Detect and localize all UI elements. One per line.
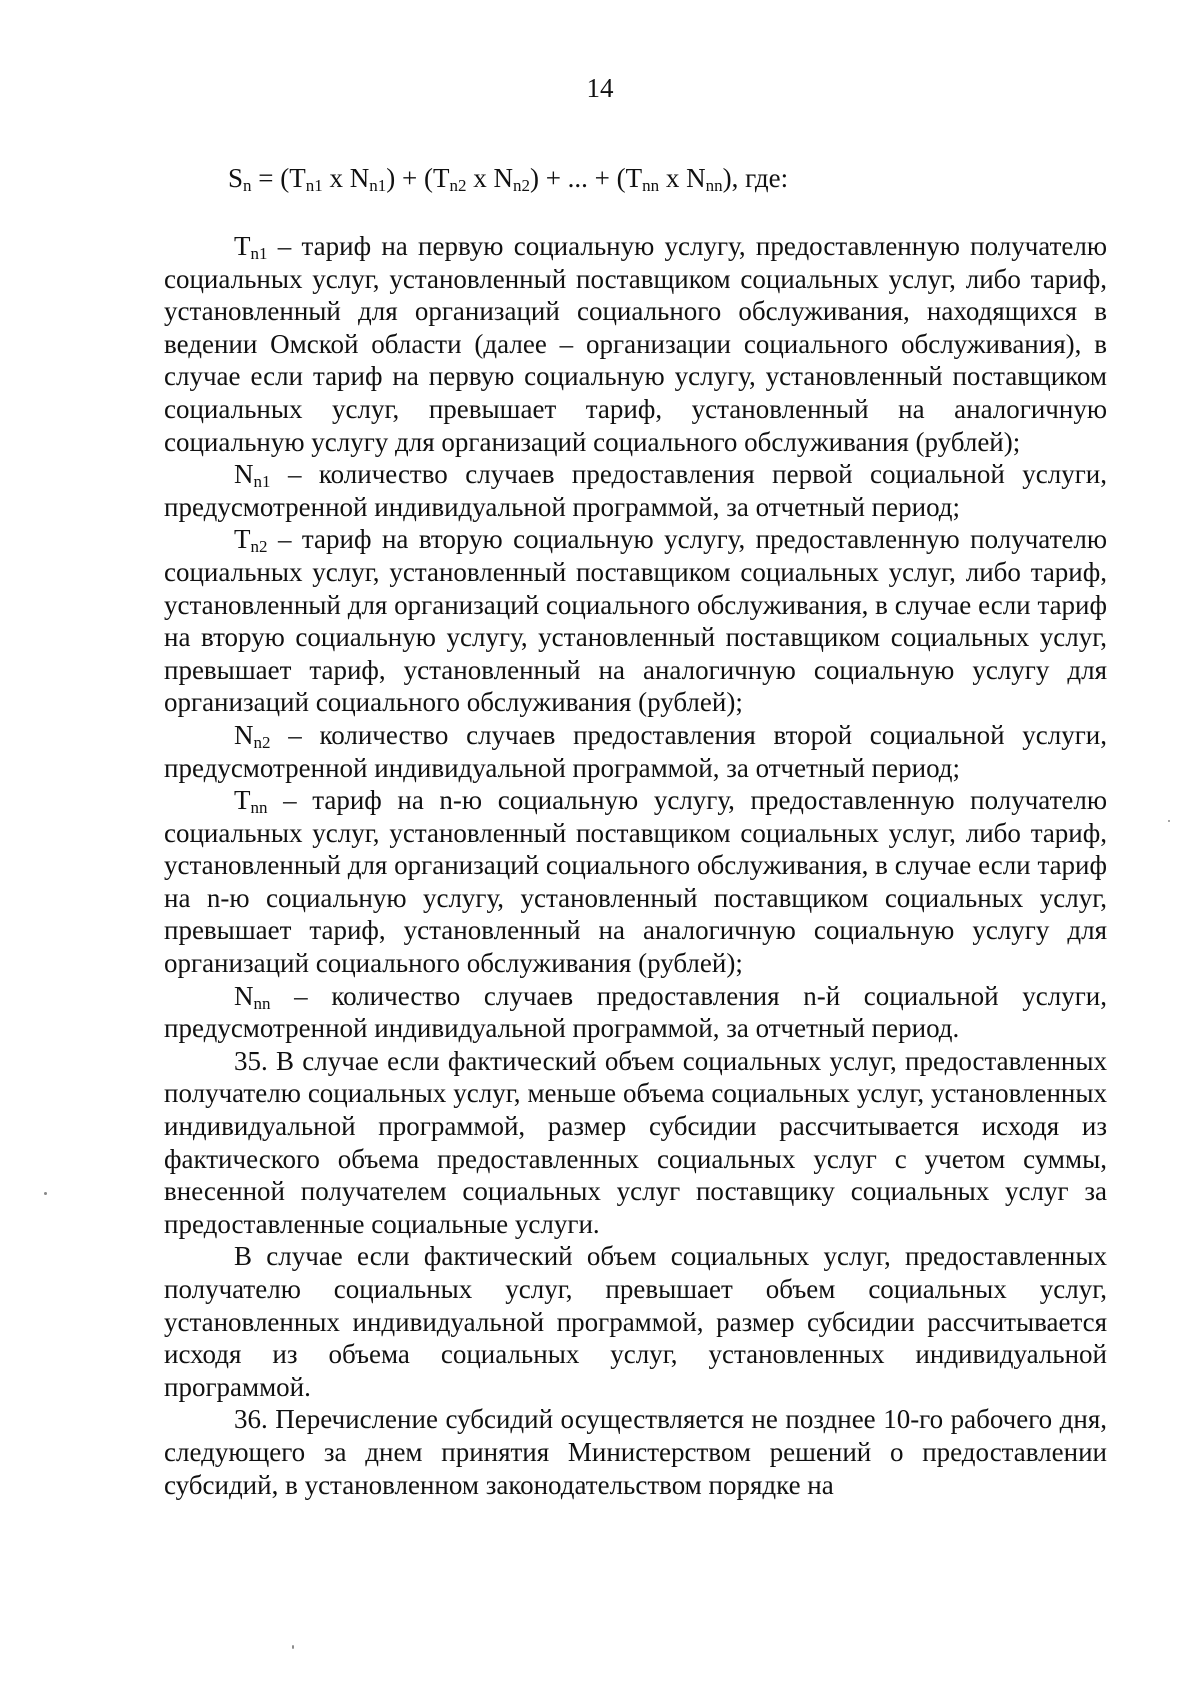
paragraph-nn2 (164, 719, 1107, 784)
formula-s-sub: n (243, 176, 252, 195)
paragraph-text: 36. Перечисление субсидий осуществляется не позднее 10-го рабочего дня, следующего за днем принятия Министерством решений о предоставлении субсидий, в установленном законодательством порядке на (164, 1404, 1107, 1500)
formula-sub: nn (705, 176, 723, 195)
formula-sub: nn (642, 176, 660, 195)
variable-subscript: nn (253, 993, 271, 1013)
formula (228, 162, 788, 194)
variable-subscript: nn (250, 798, 268, 818)
paragraph-text: – тариф на вторую социальную услугу, предоставленную получателю социальных услуг, установленный поставщиком социальных услуг, либо тариф, установленный для организаций социального обслуживания, в случае если тариф на вторую социальную услугу, установленный поставщиком социальных услуг, превышает тариф, установленный на аналогичную социальную услугу для организаций социального обслуживания (рублей); (164, 524, 1107, 718)
paragraph-nn1 (164, 458, 1107, 523)
variable-subscript: n2 (253, 732, 271, 752)
page-number: 14 (586, 73, 614, 103)
variable-symbol: N (234, 459, 254, 490)
paragraph-text: – количество случаев предоставления n-й социальной услуги, предусмотренной индивидуальной программой, за отчетный период. (164, 980, 1107, 1044)
paragraph-text: 35. В случае если фактический объем социальных услуг, предоставленных получателю социальных услуг, меньше объема социальных услуг, установленных индивидуальной программой, размер субсидии рассчитывается исходя из фактического объема предоставленных социальных услуг с учетом суммы, внесенной получателем социальных услуг поставщику социальных услуг за предоставленные социальные услуги. (164, 1045, 1107, 1239)
paragraph-tn2 (164, 523, 1107, 719)
paragraph-text: – тариф на n-ю социальную услугу, предоставленную получателю социальных услуг, установленный поставщиком социальных услуг, либо тариф, установленный для организаций социального обслуживания, в случае если тариф на n-ю социальную услугу, установленный поставщиком социальных услуг, превышает тариф, установленный на аналогичную социальную услугу для организаций социального обслуживания (рублей); (164, 785, 1107, 979)
formula-sub: n2 (449, 176, 467, 195)
formula-part: x N (466, 163, 513, 193)
formula-sub: n1 (369, 176, 387, 195)
document-body (164, 230, 1107, 1501)
variable-symbol: N (234, 980, 254, 1011)
paragraph-item-35 (164, 1045, 1107, 1241)
paragraph-text: – количество случаев предоставления первой социальной услуги, предусмотренной индивидуальной программой, за отчетный период; (164, 459, 1107, 522)
variable-subscript: n1 (250, 244, 268, 263)
formula-part: x N (659, 163, 706, 193)
formula-sub: n2 (512, 176, 530, 195)
formula-part: x N (322, 163, 370, 193)
paragraph-item-35-cont (164, 1240, 1107, 1403)
variable-symbol: T (234, 524, 251, 555)
scan-speck (292, 1645, 294, 1649)
formula-part: ), где: (722, 163, 789, 193)
paragraph-tn1 (164, 230, 1107, 458)
variable-subscript: n1 (253, 472, 271, 492)
formula-part: ) + (T (386, 163, 450, 193)
paragraph-text: – количество случаев предоставления второй социальной услуги, предусмотренной индивидуальной программой, за отчетный период; (164, 719, 1107, 783)
paragraph-item-36 (164, 1403, 1107, 1501)
scan-speck (1168, 820, 1170, 822)
formula-part: = (T (251, 163, 306, 193)
variable-symbol: N (234, 719, 254, 750)
paragraph-text: – тариф на первую социальную услугу, предоставленную получателю социальных услуг, установленный поставщиком социальных услуг, либо тариф, установленный для организаций социального обслуживания, находящихся в ведении Омской области (далее – организации социального обслуживания), в случае если тариф на первую социальную услугу, установленный поставщиком социальных услуг, превышает тариф, установленный на аналогичную социальную услугу для организаций социального обслуживания (рублей); (164, 231, 1107, 457)
scan-speck (44, 1192, 47, 1195)
paragraph-tnn (164, 784, 1107, 980)
formula-part: ) + ... + (T (529, 163, 643, 193)
variable-symbol: T (234, 231, 251, 261)
variable-subscript: n2 (250, 537, 268, 557)
paragraph-text: В случае если фактический объем социальных услуг, предоставленных получателю социальных услуг, превышает объем социальных услуг, установленных индивидуальной программой, размер субсидии рассчитывается исходя из объема социальных услуг, установленных индивидуальной программой. (164, 1241, 1107, 1402)
formula-s: S (228, 163, 244, 193)
formula-sub: n1 (305, 176, 323, 195)
variable-symbol: T (234, 785, 251, 816)
paragraph-nnn (164, 980, 1107, 1045)
